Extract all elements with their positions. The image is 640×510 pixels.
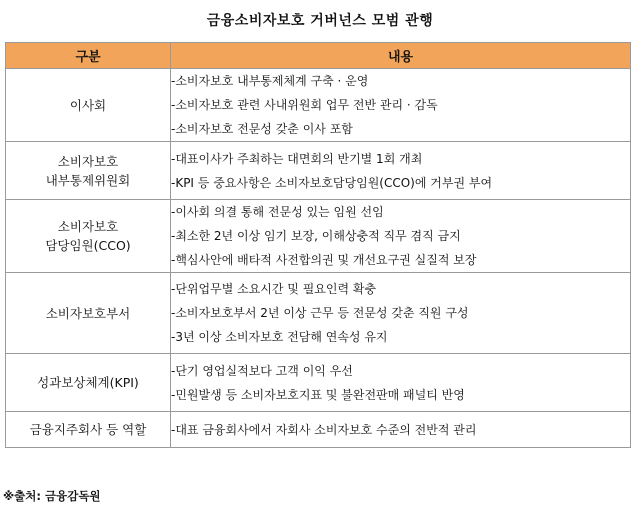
row-category bbox=[6, 354, 171, 412]
content-item: -민원발생 등 소비자보호지표 및 불완전판매 패널티 반영 bbox=[171, 387, 465, 402]
category-line: 내부통제위원회 bbox=[45, 172, 131, 188]
content-item: -단위업무별 소요시간 및 필요인력 확충 bbox=[171, 282, 377, 296]
row-category bbox=[6, 200, 171, 273]
content-item: -이사회 의결 통해 전문성 있는 임원 선임 bbox=[171, 205, 384, 219]
content-item: -소비자보호 내부통제체계 구축 · 운영 bbox=[171, 74, 369, 88]
category-line: 소비자보호부서 bbox=[45, 305, 131, 321]
content-item: -KPI 등 중요사항은 소비자보호담당임원(CCO)에 거부권 부여 bbox=[171, 175, 493, 190]
table-row bbox=[6, 69, 631, 142]
content-item: -핵심사안에 배타적 사전합의권 및 개선요구권 실질적 보장 bbox=[171, 253, 477, 267]
content-item: -대표이사가 주최하는 대면회의 반기별 1회 개최 bbox=[171, 151, 423, 166]
table-row bbox=[6, 354, 631, 412]
table-row bbox=[6, 142, 631, 200]
table-row bbox=[6, 273, 631, 354]
row-category bbox=[6, 412, 171, 448]
source-note: ※출처: 금융감독원 bbox=[3, 489, 101, 503]
row-content bbox=[171, 354, 631, 412]
content-item: -단기 영업실적보다 고객 이익 우선 bbox=[171, 363, 353, 378]
row-content bbox=[171, 69, 631, 142]
row-content bbox=[171, 412, 631, 448]
content-item: -소비자보호부서 2년 이상 근무 등 전문성 갖춘 직원 구성 bbox=[171, 306, 469, 320]
row-content bbox=[171, 142, 631, 200]
table-title: 금융소비자보호 거버넌스 모범 관행 bbox=[206, 13, 434, 29]
table-header-row bbox=[6, 43, 631, 69]
content-item: -최소한 2년 이상 임기 보장, 이해상충적 직무 겸직 금지 bbox=[171, 229, 461, 243]
content-item: -소비자보호 전문성 갖춘 이사 포함 bbox=[171, 122, 353, 136]
governance-table bbox=[5, 42, 631, 448]
table-row bbox=[6, 200, 631, 273]
row-content bbox=[171, 200, 631, 273]
row-category bbox=[6, 142, 171, 200]
content-item: -3년 이상 소비자보호 전담해 연속성 유지 bbox=[171, 330, 388, 344]
header-category: 구분 bbox=[6, 43, 171, 69]
row-content bbox=[171, 273, 631, 354]
category-line: 금융지주회사 등 역할 bbox=[29, 422, 147, 437]
table-row bbox=[6, 412, 631, 448]
category-line: 이사회 bbox=[69, 97, 107, 113]
content-item: -대표 금융회사에서 자회사 소비자보호 수준의 전반적 관리 bbox=[171, 422, 477, 437]
content-item: -소비자보호 관련 사내위원회 업무 전반 관리 · 감독 bbox=[171, 98, 438, 112]
category-line: 담당임원(CCO) bbox=[45, 238, 131, 253]
header-content: 내용 bbox=[171, 43, 631, 69]
category-line: 소비자보호 bbox=[57, 219, 119, 234]
category-line: 성과보상체계(KPI) bbox=[37, 375, 139, 390]
category-line: 소비자보호 bbox=[57, 153, 119, 169]
row-category bbox=[6, 273, 171, 354]
row-category bbox=[6, 69, 171, 142]
